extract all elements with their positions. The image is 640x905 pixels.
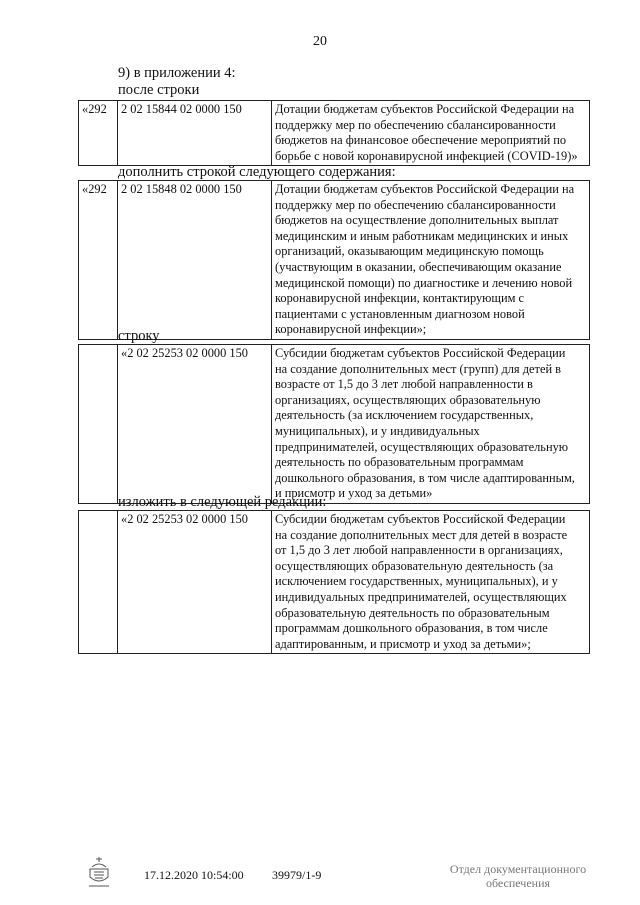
kbk-code-cell: 2 02 15844 02 0000 150 — [118, 101, 272, 166]
description-line: организациях, осуществляющих образовательную — [275, 392, 541, 407]
description-line: борьбе с новой коронавирусной инфекцией (COVID-19)» — [275, 148, 578, 163]
description-line: дошкольного образования, в том числе адаптированным, — [275, 470, 575, 485]
description-line: индивидуальных предпринимателей, осуществляющих — [275, 589, 567, 604]
label-add-row: дополнить строкой следующего содержания: — [118, 164, 396, 180]
table-row — [79, 181, 590, 340]
description-cell — [272, 101, 590, 166]
code-cell: «292 — [79, 101, 118, 166]
description-line: и присмотр и уход за детьми» — [275, 486, 433, 501]
table-new-row-25253 — [78, 510, 590, 654]
stamp-line: Отдел документационного — [449, 862, 587, 876]
description-line: программам дошкольного образования, в том числе — [275, 621, 548, 636]
description-line: предпринимателей, осуществляющих образовательную — [275, 439, 569, 454]
page-number: 20 — [313, 34, 327, 49]
description-line: на создание дополнительных мест (групп) для детей в — [275, 361, 562, 376]
description-line: поддержку мер по обеспечению сбалансированности — [275, 117, 556, 132]
description-line: от 1,5 до 3 лет любой направленности в организациях, — [275, 543, 563, 558]
description-line: исключением государственных, муниципальных), и у — [275, 574, 558, 589]
coat-of-arms-icon — [86, 855, 112, 889]
description-line: образовательную деятельность по образовательным — [275, 605, 550, 620]
description-cell — [272, 181, 590, 340]
table-old-row-25253 — [78, 344, 590, 504]
footer-document-id: 39979/1-9 — [272, 868, 322, 882]
description-line: осуществляющих образовательную деятельность (за — [275, 558, 554, 573]
description-line: коронавирусной инфекции»; — [275, 322, 427, 337]
label-after-row: после строки — [118, 82, 200, 98]
description-line: возрасте от 1,5 до 3 лет любой направленности в — [275, 377, 533, 392]
description-line: деятельность (за исключением государственных, — [275, 408, 534, 423]
description-line: муниципальных), и у индивидуальных — [275, 423, 480, 438]
description-line: адаптированным, и присмотр и уход за детьми»; — [275, 636, 531, 651]
kbk-code-cell: 2 02 15848 02 0000 150 — [118, 181, 272, 340]
label-row-word: строку — [118, 328, 160, 344]
code-cell — [79, 511, 118, 654]
code-cell — [79, 345, 118, 504]
kbk-code-cell: «2 02 25253 02 0000 150 — [118, 345, 272, 504]
description-line: коронавирусной инфекции, контактирующим с — [275, 291, 525, 306]
table-new-row-292 — [78, 180, 590, 340]
table-row — [79, 345, 590, 504]
footer-timestamp: 17.12.2020 10:54:00 — [144, 868, 244, 882]
description-line: бюджетов на осуществление дополнительных выплат — [275, 213, 559, 228]
description-line: медицинским и иным работникам медицинских и иных — [275, 228, 569, 243]
description-line: (участвующим в оказании, обеспечивающим оказание — [275, 259, 562, 274]
code-cell: «292 — [79, 181, 118, 340]
description-line: деятельность по образовательным программам — [275, 455, 524, 470]
table-row — [79, 511, 590, 654]
description-cell — [272, 511, 590, 654]
description-line: на создание дополнительных мест для детей в возрасте — [275, 527, 568, 542]
table-row — [79, 101, 590, 166]
table-old-row-292 — [78, 100, 590, 166]
description-line: пациентами с установленным диагнозом новой — [275, 306, 525, 321]
description-line: Субсидии бюджетам субъектов Российской Федерации — [275, 512, 566, 526]
description-cell — [272, 345, 590, 504]
kbk-code-cell: «2 02 25253 02 0000 150 — [118, 511, 272, 654]
department-stamp — [438, 862, 598, 890]
description-line: медицинской помощи) по диагностике и лечению новой — [275, 275, 573, 290]
description-line: бюджетов на финансовое обеспечение мероприятий по — [275, 133, 567, 148]
section-heading: 9) в приложении 4: — [118, 65, 236, 81]
description-line: поддержку мер по обеспечению сбалансированности — [275, 197, 556, 212]
description-line: Дотации бюджетам субъектов Российской Федерации на — [275, 102, 575, 116]
label-restate: изложить в следующей редакции: — [118, 494, 327, 510]
description-line: Дотации бюджетам субъектов Российской Федерации на — [275, 182, 575, 196]
description-line: организаций, оказывающим медицинскую помощь — [275, 244, 544, 259]
description-line: Субсидии бюджетам субъектов Российской Федерации — [275, 346, 566, 360]
stamp-line: обеспечения — [485, 876, 551, 890]
